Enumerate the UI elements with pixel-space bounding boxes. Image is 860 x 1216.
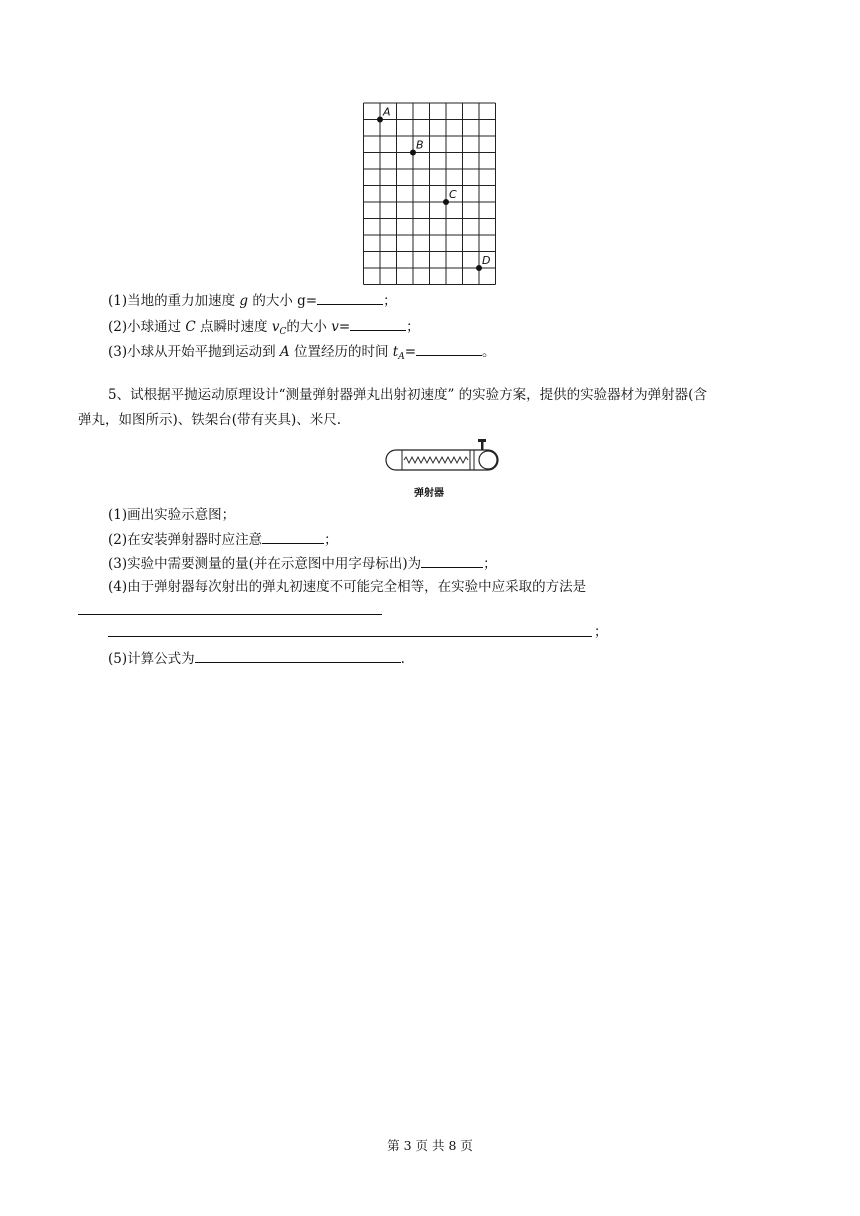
trigger-stem — [481, 439, 484, 450]
answer-blank[interactable] — [350, 316, 406, 331]
q4-part1: (1)当地的重力加速度 g 的大小 g= ； — [108, 290, 397, 311]
q4-part3: (3)小球从开始平抛到运动到 A 位置经历的时间 $t_A=$ 。 — [108, 341, 496, 367]
launcher-body — [386, 450, 498, 470]
q5-part4-end: ； — [594, 624, 608, 640]
q5-part2: (2)在安装弹射器时应注意 ； — [108, 529, 338, 550]
page-footer: 第 3 页 共 8 页 — [387, 1138, 473, 1153]
q5-intro-line1: 5、试根据平抛运动原理设计“测量弹射器弹丸出射初速度” 的实验方案，提供的实验器材为弹射器(含 — [108, 387, 707, 403]
point-label-b: B — [416, 138, 424, 152]
point-label-c: C — [449, 188, 457, 201]
answer-line[interactable] — [108, 636, 592, 637]
answer-blank[interactable] — [317, 290, 383, 305]
point-label-d: D — [482, 254, 491, 267]
trajectory-grid-figure — [362, 100, 498, 286]
q5-intro-line2: 弹丸，如图所示)、铁架台(带有夹具)、米尺. — [78, 412, 342, 428]
grid-points — [377, 106, 490, 272]
point-label-a: A — [383, 105, 391, 119]
answer-blank[interactable] — [195, 648, 401, 663]
launcher-caption: 弹射器 — [414, 488, 444, 499]
spring-icon — [404, 457, 468, 463]
q5-part3: (3)实验中需要测量的量(并在示意图中用字母标出)为 ； — [108, 553, 497, 574]
q5-part5: (5)计算公式为 . — [108, 648, 405, 669]
launcher-figure — [382, 438, 506, 482]
answer-blank[interactable] — [416, 341, 482, 356]
q4-part2: (2)小球通过 C 点瞬时速度 $v_C$的大小 v= ； — [108, 316, 420, 342]
answer-blank[interactable] — [262, 529, 324, 544]
q5-part4: (4)由于弹射器每次射出的弹丸初速度不可能完全相等，在实验中应采取的方法是 — [108, 579, 587, 595]
answer-blank[interactable] — [421, 553, 483, 568]
q5-part1: (1)画出实验示意图； — [108, 507, 236, 523]
pellet-ball-icon — [479, 451, 497, 469]
grid-lines — [364, 103, 496, 285]
answer-line[interactable] — [78, 614, 382, 615]
